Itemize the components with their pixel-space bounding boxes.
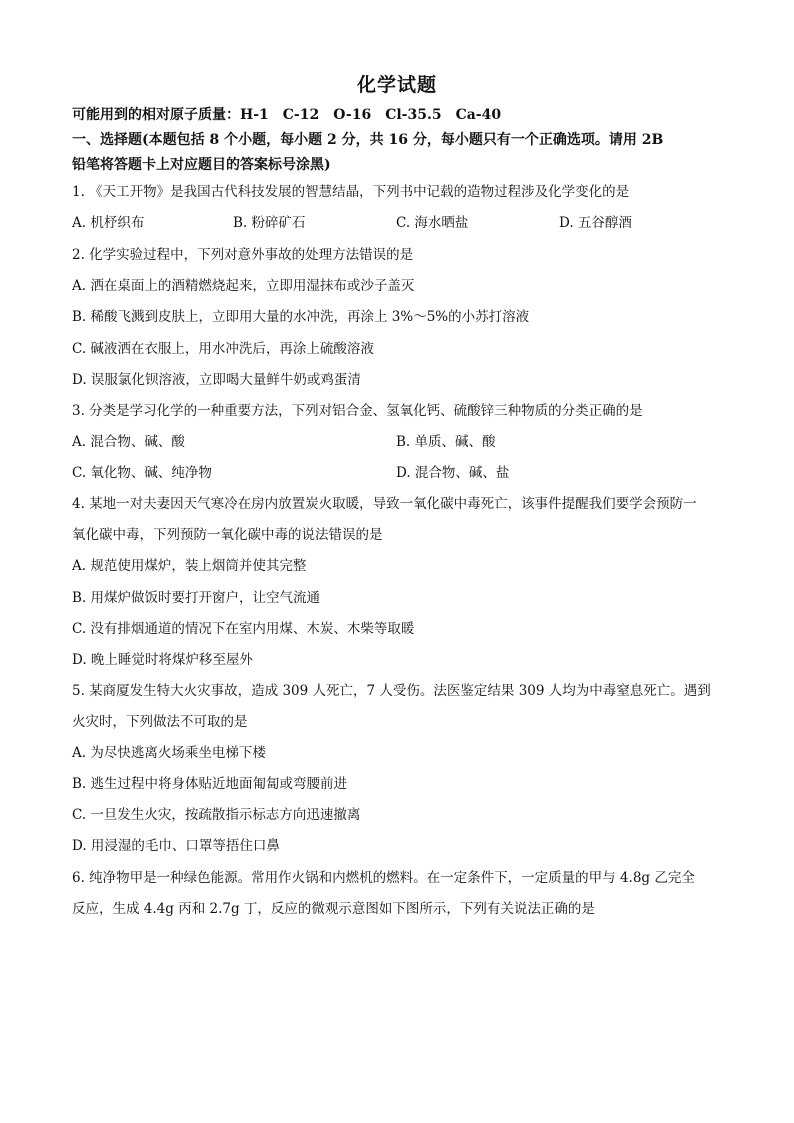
question-3-option-c: C. 氧化物、碱、纯净物: [72, 465, 212, 481]
question-5-option-b: B. 逃生过程中将身体贴近地面匍匐或弯腰前进: [72, 776, 348, 792]
question-5-option-d: D. 用浸湿的毛巾、口罩等捂住口鼻: [72, 838, 280, 854]
question-6-stem-line1: 6. 纯净物甲是一种绿色能源。常用作火锅和内燃机的燃料。在一定条件下，一定质量的甲与 4.8g 乙完全: [72, 870, 695, 886]
question-4-option-a: A. 规范使用煤炉，装上烟筒并使其完整: [72, 558, 307, 574]
question-2-stem: 2. 化学实验过程中，下列对意外事故的处理方法错误的是: [72, 247, 414, 263]
question-3-stem: 3. 分类是学习化学的一种重要方法，下列对铝合金、氢氧化钙、硫酸锌三种物质的分类正确的是: [72, 403, 643, 419]
question-4-option-c: C. 没有排烟通道的情况下在室内用煤、木炭、木柴等取暖: [72, 621, 415, 637]
question-1-option-d: D. 五谷醇酒: [559, 215, 632, 231]
question-4-stem-line2: 氧化碳中毒，下列预防一氧化碳中毒的说法错误的是: [72, 527, 383, 543]
section-heading-line1: 一、选择题(本题包括 8 个小题，每小题 2 分，共 16 分，每小题只有一个正确选项。请用 2B: [72, 132, 664, 148]
question-2-option-a: A. 洒在桌面上的酒精燃烧起来，立即用湿抹布或沙子盖灭: [72, 278, 415, 294]
section-heading-line2: 铅笔将答题卡上对应题目的答案标号涂黑): [72, 157, 331, 173]
question-3-option-a: A. 混合物、碱、酸: [72, 434, 185, 450]
question-5-option-a: A. 为尽快逃离火场乘坐电梯下楼: [72, 745, 266, 761]
question-3-option-d: D. 混合物、碱、盐: [396, 465, 510, 481]
question-2-option-c: C. 碱液洒在衣服上，用水冲洗后，再涂上硫酸溶液: [72, 341, 374, 357]
question-2-option-d: D. 误服氯化钡溶液，立即喝大量鲜牛奶或鸡蛋清: [72, 372, 361, 388]
question-3-option-b: B. 单质、碱、酸: [396, 434, 496, 450]
atomic-masses-line: 可能用到的相对原子质量：H-1 C-12 O-16 Cl-35.5 Ca-40: [72, 107, 502, 123]
question-4-option-d: D. 晚上睡觉时将煤炉移至屋外: [72, 652, 253, 668]
question-4-option-b: B. 用煤炉做饭时要打开窗户，让空气流通: [72, 590, 321, 606]
question-1-option-b: B. 粉碎矿石: [233, 215, 306, 231]
question-1-option-c: C. 海水晒盐: [396, 215, 469, 231]
question-5-stem-line1: 5. 某商厦发生特大火灾事故，造成 309 人死亡，7 人受伤。法医鉴定结果 309 人均为中毒窒息死亡。遇到: [72, 683, 711, 699]
question-1-stem: 1. 《天工开物》是我国古代科技发展的智慧结晶，下列书中记载的造物过程涉及化学变化的是: [72, 184, 630, 200]
question-5-option-c: C. 一旦发生火灾，按疏散指示标志方向迅速撤离: [72, 807, 361, 823]
question-6-stem-line2: 反应，生成 4.4g 丙和 2.7g 丁，反应的微观示意图如下图所示，下列有关说法正确的是: [72, 901, 595, 917]
question-2-option-b: B. 稀酸飞溅到皮肤上，立即用大量的水冲洗，再涂上 3%～5%的小苏打溶液: [72, 309, 530, 325]
question-5-stem-line2: 火灾时，下列做法不可取的是: [72, 714, 248, 730]
page-title: 化学试题: [356, 74, 437, 96]
question-4-stem-line1: 4. 某地一对夫妻因天气寒冷在房内放置炭火取暖，导致一氧化碳中毒死亡，该事件提醒我们要学会预防一: [72, 496, 697, 512]
question-1-option-a: A. 机杼织布: [72, 215, 145, 231]
